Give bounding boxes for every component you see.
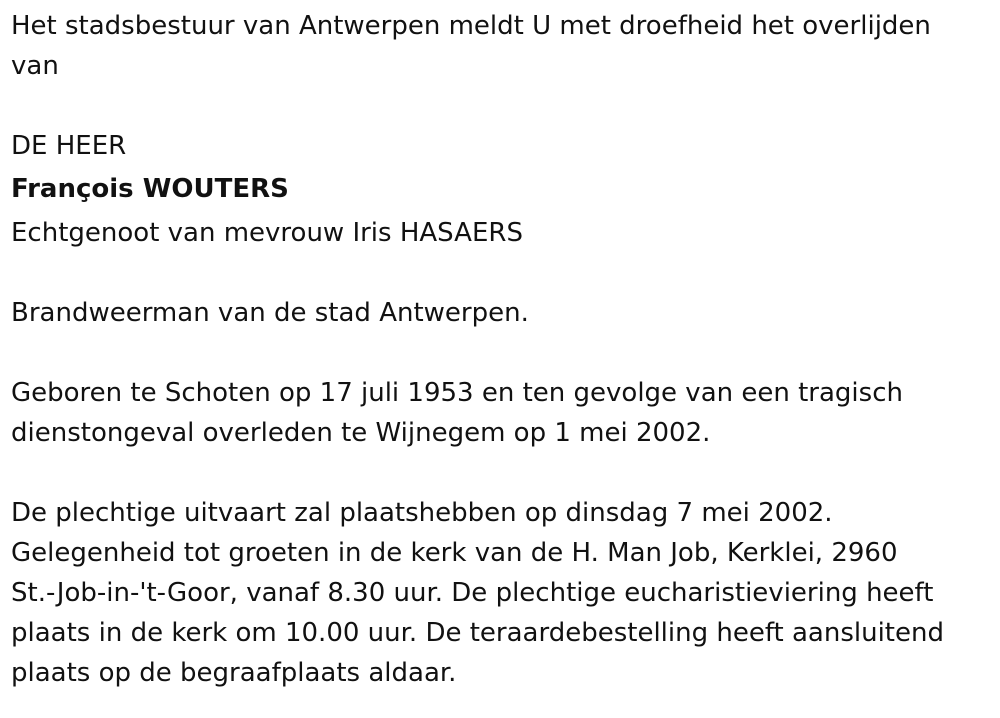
intro-line-2: van bbox=[11, 51, 59, 81]
funeral-line-1: De plechtige uitvaart zal plaatshebben op dinsdag 7 mei 2002. bbox=[11, 498, 833, 528]
spacer bbox=[11, 453, 986, 493]
funeral-line-2: Gelegenheid tot groeten in de kerk van de H. Man Job, Kerklei, 2960 bbox=[11, 538, 898, 568]
funeral-line-5: plaats op de begraafplaats aldaar. bbox=[11, 658, 457, 688]
spacer bbox=[11, 333, 986, 373]
deceased-name: François WOUTERS bbox=[11, 174, 289, 204]
funeral-line-4: plaats in de kerk om 10.00 uur. De teraardebestelling heeft aansluitend bbox=[11, 618, 944, 648]
funeral-line-3: St.-Job-in-'t-Goor, vanaf 8.30 uur. De plechtige eucharistieviering heeft bbox=[11, 578, 934, 608]
spouse-line: Echtgenoot van mevrouw Iris HASAERS bbox=[11, 218, 523, 248]
salutation: DE HEER bbox=[11, 131, 127, 161]
birth-line-1: Geboren te Schoten op 17 juli 1953 en ten gevolge van een tragisch bbox=[11, 378, 903, 408]
birth-line-2: dienstongeval overleden te Wijnegem op 1 mei 2002. bbox=[11, 418, 711, 448]
spacer bbox=[11, 86, 986, 126]
occupation-line: Brandweerman van de stad Antwerpen. bbox=[11, 298, 529, 328]
spacer bbox=[11, 253, 986, 293]
intro-line-1: Het stadsbestuur van Antwerpen meldt U met droefheid het overlijden bbox=[11, 11, 931, 41]
